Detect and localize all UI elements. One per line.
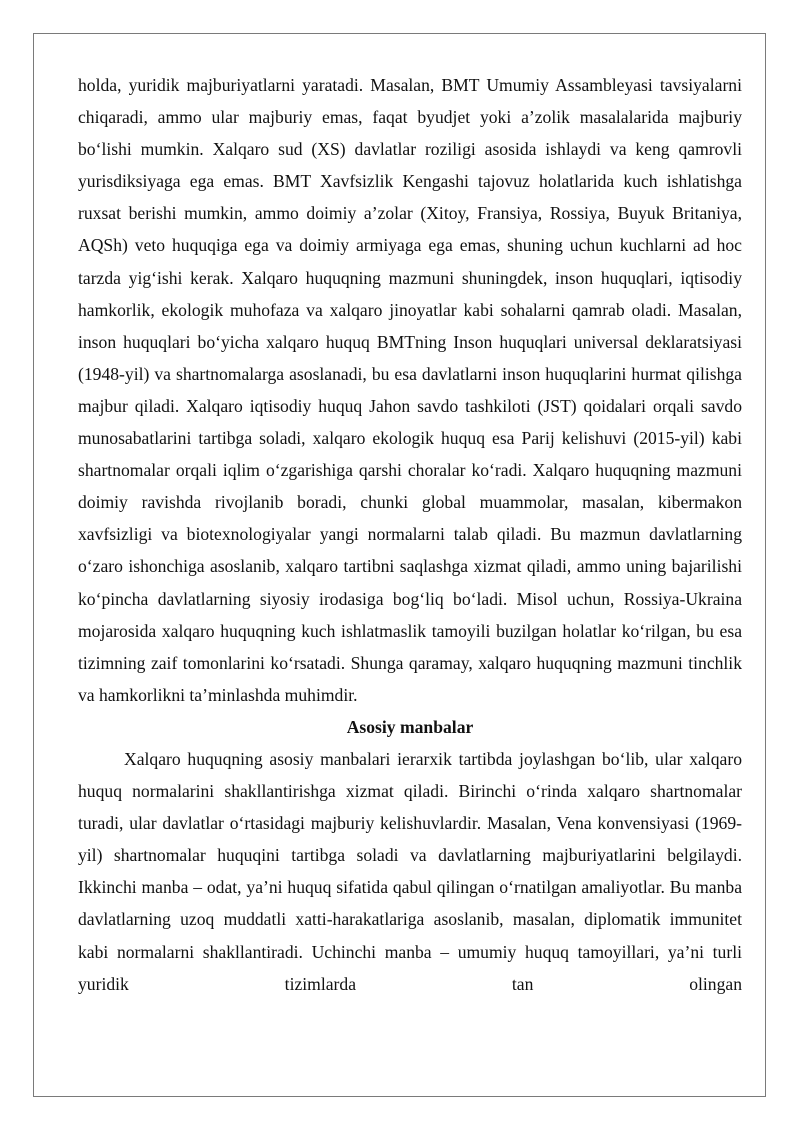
section-heading: Asosiy manbalar: [346, 716, 474, 737]
body-paragraph-1: holda, yuridik majburiyatlarni yaratadi. Masalan, BMT Umumiy Assambleyasi tavsiyalarni chiqaradi, ammo ular majburiy emas, faqat byudjet yoki a’zolik masalalarida majburiy bo‘lishi mumkin. Xalqaro sud (XS) davlatlar roziligi asosida ishlaydi va keng qamrovli yurisdiksiyaga ega emas. BMT Xavfsizlik Kengashi tajovuz holatlarida kuch ishlatishga ruxsat berishi mumkin, ammo doimiy a’zolar (Xitoy, Fransiya, Rossiya, Buyuk Britaniya, AQSh) veto huquqiga ega va doimiy armiyaga ega emas, shuning uchun kuchlarni ad hoc tarzda yig‘ishi kerak. Xalqaro huquqning mazmuni shuningdek, inson huquqlari, iqtisodiy hamkorlik, ekologik muhofaza va xalqaro jinoyatlar kabi sohalarni qamrab oladi. Masalan, inson huquqlari bo‘yicha xalqaro huquq BMTning Inson huquqlari universal deklaratsiyasi (1948-yil) va shartnomalarga asoslanadi, bu esa davlatlarni inson huquqlarini hurmat qilishga majbur qiladi. Xalqaro iqtisodiy huquq Jahon savdo tashkiloti (JST) qoidalari orqali savdo munosabatlarini tartibga soladi, xalqaro ekologik huquq esa Parij kelishuvi (2015-yil) kabi shartnomalar orqali iqlim o‘zgarishiga qarshi choralar ko‘radi. Xalqaro huquqning mazmuni doimiy ravishda rivojlanib boradi, chunki global muammolar, masalan, kibermakon xavfsizligi va biotexnologiyalar yangi normalarni talab qiladi. Bu mazmun davlatlarning o‘zaro ishonchiga asoslanib, xalqaro tartibni saqlashga xizmat qiladi, ammo uning bajarilishi ko‘pincha davlatlarning siyosiy irodasiga bog‘liq bo‘ladi. Misol uchun, Rossiya-Ukraina mojarosida xalqaro huquqning kuch ishlatmaslik tamoyili buzilgan holatlar ko‘rilgan, bu esa tizimning zaif tomonlarini ko‘rsatadi. Shunga qaramay, xalqaro huquqning mazmuni tinchlik va hamkorlikni ta’minlashda muhimdir.: [78, 75, 742, 705]
document-body: [78, 69, 742, 1000]
body-paragraph-2: Xalqaro huquqning asosiy manbalari ierarxik tartibda joylashgan bo‘lib, ular xalqaro huquq normalarini shakllantirishga xizmat qiladi. Birinchi o‘rinda xalqaro shartnomalar turadi, ular davlatlar o‘rtasidagi majburiy kelishuvlardir. Masalan, Vena konvensiyasi (1969-yil) shartnomalar huquqini tartibga soladi va davlatlarning majburiyatlarini belgilaydi. Ikkinchi manba – odat, ya’ni huquq sifatida qabul qilingan o‘rnatilgan amaliyotlar. Bu manba davlatlarning uzoq muddatli xatti-harakatlariga asoslanib, masalan, diplomatik immunitet kabi normalarni shakllantiradi. Uchinchi manba – umumiy huquq tamoyillari, ya’ni turli yuridik tizimlarda tan olingan: [78, 748, 742, 994]
